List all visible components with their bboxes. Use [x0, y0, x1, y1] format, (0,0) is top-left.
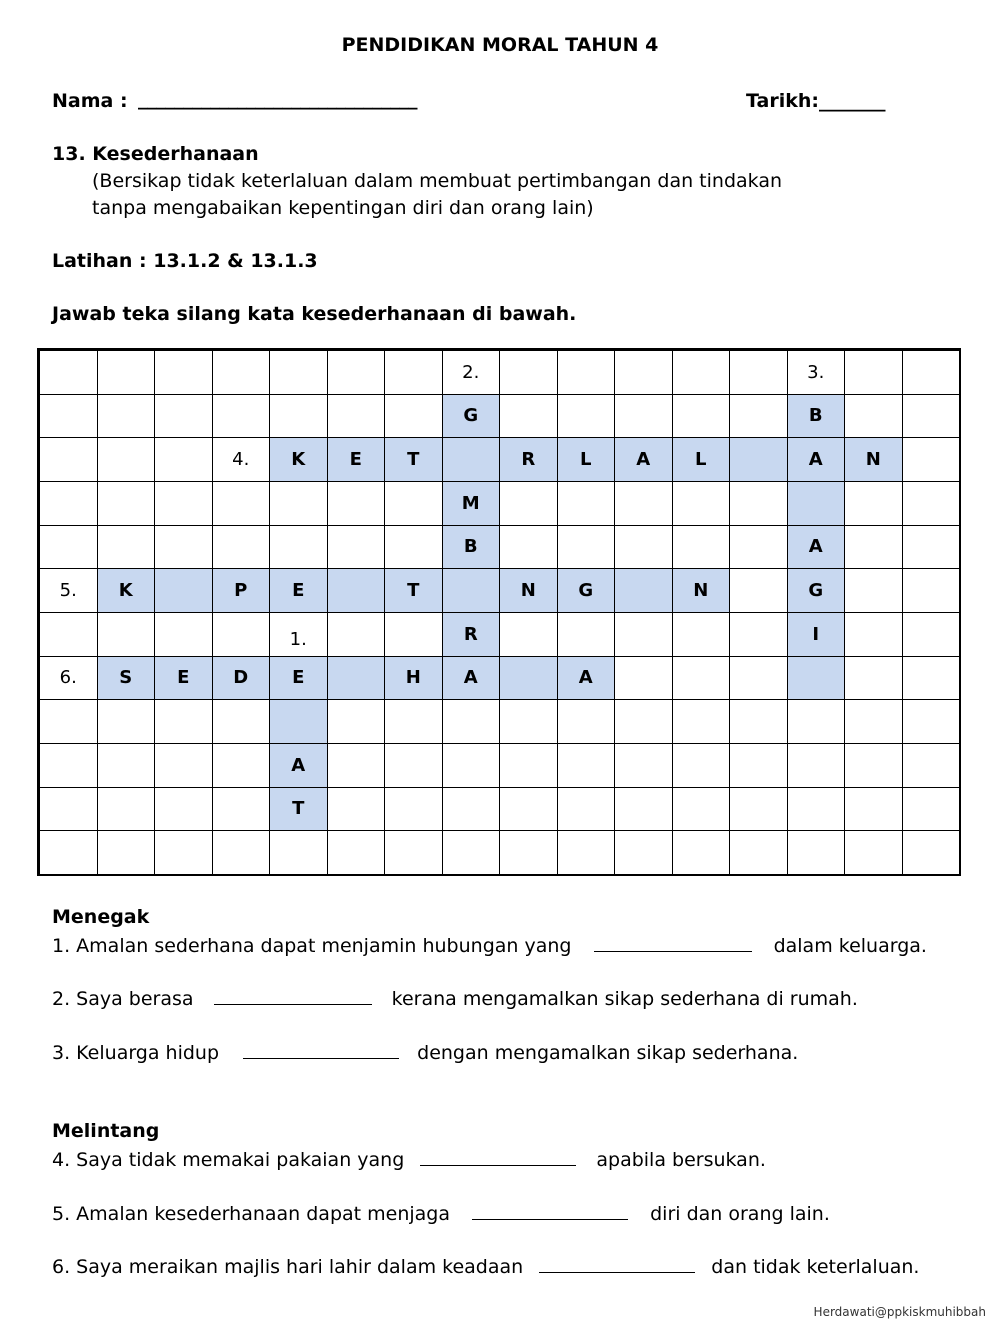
- grid-cell-r6-c14: [844, 612, 903, 657]
- grid-cell-r4-c2: [154, 525, 213, 570]
- question-2-end: kerana mengamalkan sikap sederhana di rumah.: [391, 988, 858, 1010]
- grid-cell-r5-c2[interactable]: [154, 568, 213, 613]
- grid-cell-r3-c12: [729, 481, 788, 526]
- grid-cell-r7-c13[interactable]: [787, 656, 846, 701]
- grid-cell-r0-c1: [97, 350, 156, 395]
- grid-cell-r1-c10: [614, 394, 673, 439]
- grid-cell-r10-c13: [787, 787, 846, 832]
- grid-cell-r11-c9: [557, 830, 616, 875]
- grid-cell-r7-c2[interactable]: E: [154, 656, 213, 701]
- grid-cell-r5-c1[interactable]: K: [97, 568, 156, 613]
- clue-number: 3.: [787, 350, 846, 395]
- grid-cell-r8-c11: [672, 699, 731, 744]
- clue-number: 6.: [39, 656, 98, 701]
- question-3-end: dengan mengamalkan sikap sederhana.: [417, 1042, 799, 1064]
- grid-cell-r7-c3[interactable]: D: [212, 656, 271, 701]
- grid-cell-r8-c5: [327, 699, 386, 744]
- grid-cell-r6-c15: [902, 612, 961, 657]
- question-4-start: 4. Saya tidak memakai pakaian yang: [52, 1149, 405, 1171]
- answer-1-blank[interactable]: [594, 933, 752, 952]
- grid-cell-r6-c3: [212, 612, 271, 657]
- grid-cell-r11-c8: [499, 830, 558, 875]
- grid-cell-r9-c11: [672, 743, 731, 788]
- question-2-start: 2. Saya berasa: [52, 988, 194, 1010]
- clue-number: 1.: [269, 612, 328, 657]
- grid-cell-r4-c0: [39, 525, 98, 570]
- grid-cell-r3-c3: [212, 481, 271, 526]
- grid-cell-r9-c10: [614, 743, 673, 788]
- grid-cell-r4-c13[interactable]: A: [787, 525, 846, 570]
- grid-cell-r4-c15: [902, 525, 961, 570]
- grid-cell-r6-c0: [39, 612, 98, 657]
- question-1: [52, 933, 927, 957]
- grid-cell-r3-c0: [39, 481, 98, 526]
- grid-cell-r4-c8: [499, 525, 558, 570]
- grid-cell-r0-c4: [269, 350, 328, 395]
- grid-cell-r0-c3: [212, 350, 271, 395]
- grid-cell-r5-c5[interactable]: [327, 568, 386, 613]
- grid-cell-r3-c10: [614, 481, 673, 526]
- grid-cell-r4-c12: [729, 525, 788, 570]
- grid-cell-r6-c2: [154, 612, 213, 657]
- grid-cell-r1-c5: [327, 394, 386, 439]
- grid-cell-r7-c1[interactable]: S: [97, 656, 156, 701]
- grid-cell-r11-c3: [212, 830, 271, 875]
- grid-cell-r6-c9: [557, 612, 616, 657]
- grid-cell-r6-c7[interactable]: R: [442, 612, 501, 657]
- grid-cell-r10-c2: [154, 787, 213, 832]
- grid-cell-r5-c8[interactable]: N: [499, 568, 558, 613]
- grid-cell-r2-c1: [97, 437, 156, 482]
- grid-cell-r2-c7[interactable]: [442, 437, 501, 482]
- question-4: [52, 1147, 766, 1171]
- grid-cell-r0-c11: [672, 350, 731, 395]
- grid-cell-r1-c3: [212, 394, 271, 439]
- grid-cell-r10-c5: [327, 787, 386, 832]
- question-6: [52, 1254, 919, 1278]
- grid-cell-r10-c12: [729, 787, 788, 832]
- grid-cell-r0-c9: [557, 350, 616, 395]
- answer-6-blank[interactable]: [539, 1254, 695, 1273]
- grid-cell-r1-c7[interactable]: G: [442, 394, 501, 439]
- grid-cell-r7-c14: [844, 656, 903, 701]
- grid-cell-r0-c5: [327, 350, 386, 395]
- grid-cell-r7-c4[interactable]: E: [269, 656, 328, 701]
- grid-cell-r5-c15: [902, 568, 961, 613]
- grid-cell-r1-c9: [557, 394, 616, 439]
- grid-cell-r10-c11: [672, 787, 731, 832]
- question-4-end: apabila bersukan.: [596, 1149, 766, 1171]
- footer-credit: Herdawati@ppkiskmuhibbah: [813, 1305, 986, 1319]
- grid-cell-r2-c4[interactable]: K: [269, 437, 328, 482]
- grid-cell-r1-c12: [729, 394, 788, 439]
- grid-cell-r11-c1: [97, 830, 156, 875]
- grid-cell-r3-c9: [557, 481, 616, 526]
- clue-number: 4.: [212, 437, 271, 482]
- grid-cell-r11-c13: [787, 830, 846, 875]
- grid-cell-r6-c12: [729, 612, 788, 657]
- grid-cell-r3-c4: [269, 481, 328, 526]
- grid-cell-r10-c6: [384, 787, 443, 832]
- grid-cell-r1-c13[interactable]: B: [787, 394, 846, 439]
- grid-cell-r3-c5: [327, 481, 386, 526]
- grid-cell-r4-c4: [269, 525, 328, 570]
- grid-cell-r4-c6: [384, 525, 443, 570]
- grid-cell-r2-c6[interactable]: T: [384, 437, 443, 482]
- grid-cell-r6-c8: [499, 612, 558, 657]
- grid-cell-r11-c14: [844, 830, 903, 875]
- grid-cell-r3-c14: [844, 481, 903, 526]
- grid-cell-r10-c0: [39, 787, 98, 832]
- grid-cell-r9-c7: [442, 743, 501, 788]
- grid-cell-r8-c9: [557, 699, 616, 744]
- grid-cell-r11-c12: [729, 830, 788, 875]
- grid-cell-r4-c1: [97, 525, 156, 570]
- grid-cell-r8-c6: [384, 699, 443, 744]
- grid-cell-r3-c13[interactable]: [787, 481, 846, 526]
- answer-3-blank[interactable]: [243, 1040, 399, 1059]
- grid-cell-r8-c10: [614, 699, 673, 744]
- grid-cell-r9-c8: [499, 743, 558, 788]
- grid-cell-r8-c3: [212, 699, 271, 744]
- grid-cell-r7-c7[interactable]: A: [442, 656, 501, 701]
- grid-cell-r6-c10: [614, 612, 673, 657]
- grid-cell-r5-c7[interactable]: [442, 568, 501, 613]
- section-title: 13. Kesederhanaan: [52, 143, 259, 165]
- grid-cell-r3-c8: [499, 481, 558, 526]
- grid-cell-r6-c13[interactable]: I: [787, 612, 846, 657]
- grid-cell-r3-c6: [384, 481, 443, 526]
- grid-cell-r0-c0: [39, 350, 98, 395]
- grid-cell-r5-c9[interactable]: G: [557, 568, 616, 613]
- grid-cell-r7-c9[interactable]: A: [557, 656, 616, 701]
- grid-cell-r4-c10: [614, 525, 673, 570]
- grid-cell-r3-c11: [672, 481, 731, 526]
- grid-cell-r8-c15: [902, 699, 961, 744]
- grid-cell-r0-c8: [499, 350, 558, 395]
- grid-cell-r0-c10: [614, 350, 673, 395]
- grid-cell-r4-c9: [557, 525, 616, 570]
- grid-cell-r1-c15: [902, 394, 961, 439]
- grid-cell-r8-c7: [442, 699, 501, 744]
- grid-cell-r2-c2: [154, 437, 213, 482]
- grid-cell-r3-c1: [97, 481, 156, 526]
- instruction: Jawab teka silang kata kesederhanaan di bawah.: [52, 303, 577, 325]
- question-1-end: dalam keluarga.: [773, 935, 927, 957]
- grid-cell-r9-c1: [97, 743, 156, 788]
- grid-cell-r4-c5: [327, 525, 386, 570]
- grid-cell-r11-c7: [442, 830, 501, 875]
- grid-cell-r5-c11[interactable]: N: [672, 568, 731, 613]
- question-6-end: dan tidak keterlaluan.: [711, 1256, 920, 1278]
- grid-cell-r4-c3: [212, 525, 271, 570]
- grid-cell-r9-c6: [384, 743, 443, 788]
- grid-cell-r5-c4[interactable]: E: [269, 568, 328, 613]
- grid-cell-r11-c2: [154, 830, 213, 875]
- grid-cell-r10-c7: [442, 787, 501, 832]
- grid-cell-r9-c4[interactable]: A: [269, 743, 328, 788]
- grid-cell-r2-c14[interactable]: N: [844, 437, 903, 482]
- grid-cell-r7-c8[interactable]: [499, 656, 558, 701]
- grid-cell-r5-c3[interactable]: P: [212, 568, 271, 613]
- question-5: [52, 1201, 830, 1225]
- grid-cell-r6-c6: [384, 612, 443, 657]
- grid-cell-r1-c2: [154, 394, 213, 439]
- grid-cell-r8-c0: [39, 699, 98, 744]
- grid-cell-r11-c10: [614, 830, 673, 875]
- grid-cell-r5-c14: [844, 568, 903, 613]
- grid-cell-r9-c2: [154, 743, 213, 788]
- grid-cell-r3-c2: [154, 481, 213, 526]
- grid-cell-r1-c0: [39, 394, 98, 439]
- grid-cell-r10-c14: [844, 787, 903, 832]
- grid-cell-r8-c2: [154, 699, 213, 744]
- clue-number: 5.: [39, 568, 98, 613]
- grid-cell-r1-c14: [844, 394, 903, 439]
- grid-cell-r8-c1: [97, 699, 156, 744]
- grid-cell-r9-c14: [844, 743, 903, 788]
- grid-cell-r9-c12: [729, 743, 788, 788]
- grid-cell-r11-c11: [672, 830, 731, 875]
- grid-cell-r10-c15: [902, 787, 961, 832]
- grid-cell-r8-c12: [729, 699, 788, 744]
- grid-cell-r5-c6[interactable]: T: [384, 568, 443, 613]
- grid-cell-r1-c1: [97, 394, 156, 439]
- grid-cell-r2-c13[interactable]: A: [787, 437, 846, 482]
- grid-cell-r5-c12: [729, 568, 788, 613]
- question-2: [52, 986, 858, 1010]
- grid-cell-r3-c15: [902, 481, 961, 526]
- grid-cell-r6-c5: [327, 612, 386, 657]
- grid-cell-r2-c11[interactable]: L: [672, 437, 731, 482]
- grid-cell-r8-c14: [844, 699, 903, 744]
- answer-4-blank[interactable]: [420, 1147, 576, 1166]
- grid-cell-r2-c0: [39, 437, 98, 482]
- grid-cell-r7-c12: [729, 656, 788, 701]
- grid-cell-r9-c13: [787, 743, 846, 788]
- grid-cell-r2-c10[interactable]: A: [614, 437, 673, 482]
- grid-cell-r2-c12[interactable]: [729, 437, 788, 482]
- grid-cell-r0-c6: [384, 350, 443, 395]
- question-3: [52, 1040, 798, 1064]
- question-3-start: 3. Keluarga hidup: [52, 1042, 220, 1064]
- grid-cell-r0-c15: [902, 350, 961, 395]
- grid-cell-r10-c1: [97, 787, 156, 832]
- melintang-heading: Melintang: [52, 1120, 160, 1142]
- latihan-label: Latihan : 13.1.2 & 13.1.3: [52, 250, 318, 272]
- grid-cell-r4-c7[interactable]: B: [442, 525, 501, 570]
- grid-cell-r7-c15: [902, 656, 961, 701]
- grid-cell-r7-c5[interactable]: [327, 656, 386, 701]
- grid-cell-r6-c1: [97, 612, 156, 657]
- grid-cell-r9-c3: [212, 743, 271, 788]
- grid-cell-r0-c2: [154, 350, 213, 395]
- menegak-heading: Menegak: [52, 906, 150, 928]
- grid-cell-r8-c13: [787, 699, 846, 744]
- nama-label: Nama :: [52, 90, 128, 112]
- question-5-start: 5. Amalan kesederhanaan dapat menjaga: [52, 1203, 451, 1225]
- grid-cell-r4-c14: [844, 525, 903, 570]
- crossword-grid: [37, 348, 961, 876]
- answer-2-blank[interactable]: [214, 986, 372, 1005]
- grid-cell-r9-c9: [557, 743, 616, 788]
- clue-number: 2.: [442, 350, 501, 395]
- grid-cell-r1-c8: [499, 394, 558, 439]
- grid-cell-r7-c10: [614, 656, 673, 701]
- grid-cell-r2-c15: [902, 437, 961, 482]
- grid-cell-r10-c4[interactable]: T: [269, 787, 328, 832]
- tarikh-field[interactable]: Tarikh:_______: [746, 90, 886, 112]
- grid-cell-r0-c14: [844, 350, 903, 395]
- page-title: PENDIDIKAN MORAL TAHUN 4: [341, 34, 659, 56]
- grid-cell-r9-c15: [902, 743, 961, 788]
- grid-cell-r11-c15: [902, 830, 961, 875]
- grid-cell-r4-c11: [672, 525, 731, 570]
- grid-cell-r9-c0: [39, 743, 98, 788]
- grid-cell-r8-c8: [499, 699, 558, 744]
- grid-cell-r11-c0: [39, 830, 98, 875]
- grid-cell-r10-c3: [212, 787, 271, 832]
- grid-cell-r5-c13[interactable]: G: [787, 568, 846, 613]
- grid-cell-r9-c5: [327, 743, 386, 788]
- grid-cell-r7-c11: [672, 656, 731, 701]
- grid-cell-r1-c6: [384, 394, 443, 439]
- answer-5-blank[interactable]: [472, 1201, 628, 1220]
- nama-field[interactable]: _______________________________: [138, 88, 417, 110]
- grid-cell-r11-c5: [327, 830, 386, 875]
- grid-cell-r3-c7[interactable]: M: [442, 481, 501, 526]
- grid-cell-r6-c11: [672, 612, 731, 657]
- grid-cell-r5-c10[interactable]: [614, 568, 673, 613]
- question-5-end: diri dan orang lain.: [650, 1203, 830, 1225]
- grid-cell-r2-c9[interactable]: L: [557, 437, 616, 482]
- grid-cell-r10-c10: [614, 787, 673, 832]
- question-6-start: 6. Saya meraikan majlis hari lahir dalam keadaan: [52, 1256, 524, 1278]
- grid-cell-r11-c6: [384, 830, 443, 875]
- grid-cell-r2-c5[interactable]: E: [327, 437, 386, 482]
- grid-cell-r1-c11: [672, 394, 731, 439]
- grid-cell-r10-c9: [557, 787, 616, 832]
- grid-cell-r0-c12: [729, 350, 788, 395]
- grid-cell-r7-c6[interactable]: H: [384, 656, 443, 701]
- grid-cell-r8-c4[interactable]: [269, 699, 328, 744]
- grid-cell-r10-c8: [499, 787, 558, 832]
- grid-cell-r2-c8[interactable]: R: [499, 437, 558, 482]
- grid-cell-r1-c4: [269, 394, 328, 439]
- grid-cell-r11-c4: [269, 830, 328, 875]
- section-description-line-1: (Bersikap tidak keterlaluan dalam membuat pertimbangan dan tindakan: [92, 170, 783, 192]
- section-description-line-2: tanpa mengabaikan kepentingan diri dan orang lain): [92, 197, 594, 219]
- question-1-start: 1. Amalan sederhana dapat menjamin hubungan yang: [52, 935, 572, 957]
